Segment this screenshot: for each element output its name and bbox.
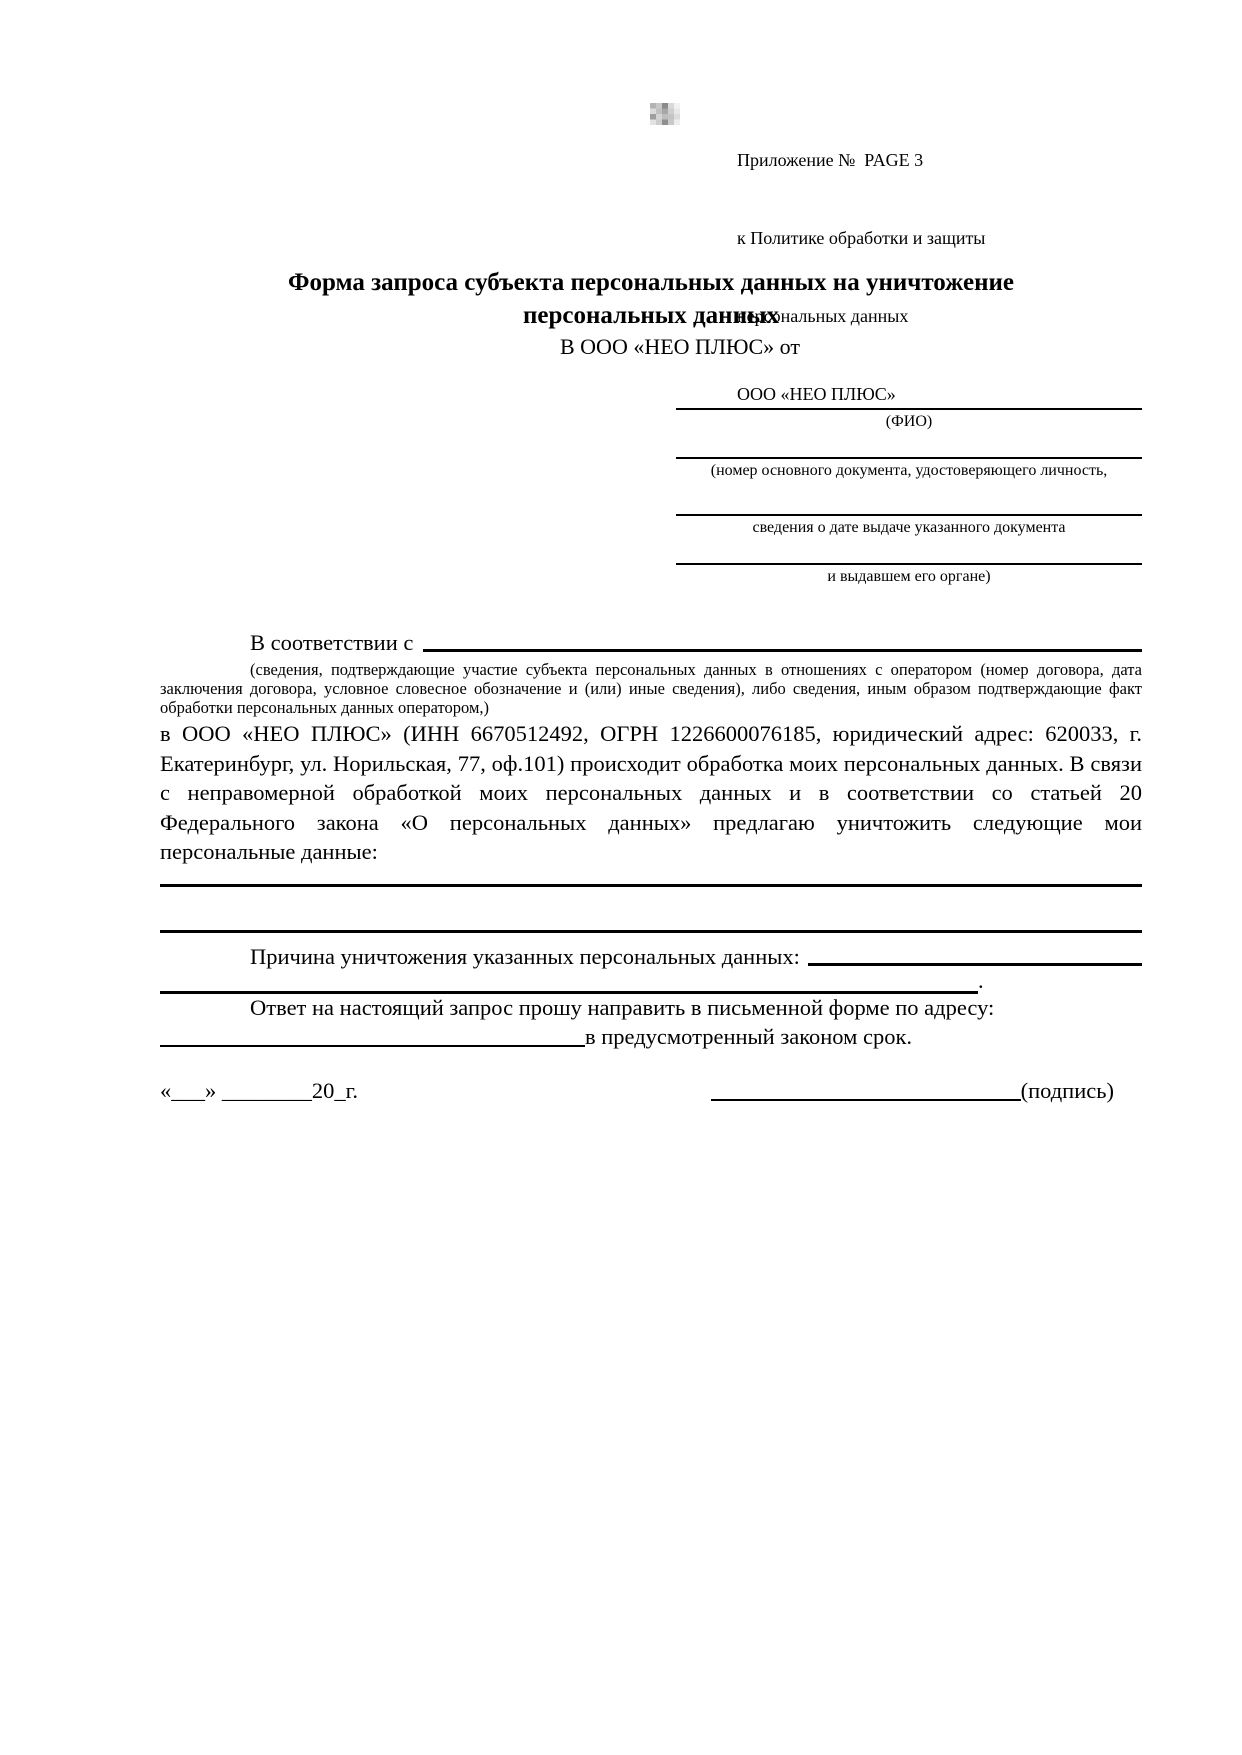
blank-data-line-2 bbox=[160, 930, 1142, 933]
response-address-row bbox=[160, 1024, 1142, 1050]
reason-continuation-row bbox=[160, 968, 1142, 994]
accordance-blank-line bbox=[423, 649, 1142, 652]
issue-date-caption: сведения о дате выдаче указанного документа bbox=[752, 519, 1066, 536]
date-signature-row bbox=[160, 1078, 1142, 1104]
accordance-label: В соответствии с bbox=[250, 630, 414, 655]
fio-caption: (ФИО) bbox=[885, 413, 933, 430]
reason-row bbox=[160, 944, 1142, 970]
company-name-line: ООО «НЕО ПЛЮС» bbox=[737, 384, 896, 404]
identity-fields bbox=[676, 408, 1142, 587]
body-paragraph: в ООО «НЕО ПЛЮС» (ИНН 6670512492, ОГРН 1226600076185, юридический адрес: 620033, г. Екатеринбург, ул. Норильская, 77, оф.101) происходит обработка моих персональных данных. В связи с неправомерной обработкой моих персональных данных и в соответствии со статьей 20 Федерального закона «О персональных данных» предлагаю уничтожить следующие мои персональные данные: bbox=[160, 721, 1142, 864]
addressee-line: В ООО «НЕО ПЛЮС» от bbox=[560, 334, 800, 359]
date-blank-text: «___» ________20_г. bbox=[160, 1078, 358, 1103]
fine-print-note: (сведения, подтверждающие участие субъекта персональных данных в отношениях с оператором (номер договора, дата заключения договора, условное словесное обозначение и (или) иные сведения), либо сведения, иным образом подтверждающие факт обработки персональных данных оператором,) bbox=[160, 660, 1142, 717]
appendix-number-line: Приложение № PAGE 3 bbox=[737, 150, 924, 170]
form-title-line2: персональных данных bbox=[522, 302, 780, 329]
reason-blank-line bbox=[808, 963, 1142, 966]
reason-label: Причина уничтожения указанных персональных данных: bbox=[250, 944, 800, 969]
policy-reference-line2: персональных данных bbox=[737, 306, 909, 326]
signature-caption: (подпись) bbox=[1020, 1078, 1114, 1103]
document-number-caption: (номер основного документа, удостоверяющего личность, bbox=[710, 462, 1108, 479]
fio-field bbox=[676, 408, 1142, 432]
blank-data-line-1 bbox=[160, 884, 1142, 887]
issuing-authority-field bbox=[676, 563, 1142, 587]
signature-blank-line bbox=[711, 1079, 1021, 1101]
accordance-row bbox=[160, 630, 1142, 656]
address-blank-line bbox=[160, 1025, 585, 1047]
form-title bbox=[160, 266, 1142, 332]
issue-date-field bbox=[676, 514, 1142, 538]
response-tail-text: в предусмотренный законом срок. bbox=[585, 1024, 912, 1049]
document-number-field bbox=[676, 457, 1142, 481]
form-title-line1: Форма запроса субъекта персональных данных на уничтожение bbox=[288, 269, 1014, 296]
period-mark: . bbox=[978, 968, 984, 993]
response-request-line: Ответ на настоящий запрос прошу направить в письменной форме по адресу: bbox=[250, 995, 995, 1020]
pixelated-artifact-icon bbox=[650, 103, 680, 125]
issuing-authority-caption: и выдавшем его органе) bbox=[827, 568, 991, 585]
policy-reference-line: к Политике обработки и защиты bbox=[737, 228, 986, 248]
reason-blank-line-2 bbox=[160, 971, 978, 994]
